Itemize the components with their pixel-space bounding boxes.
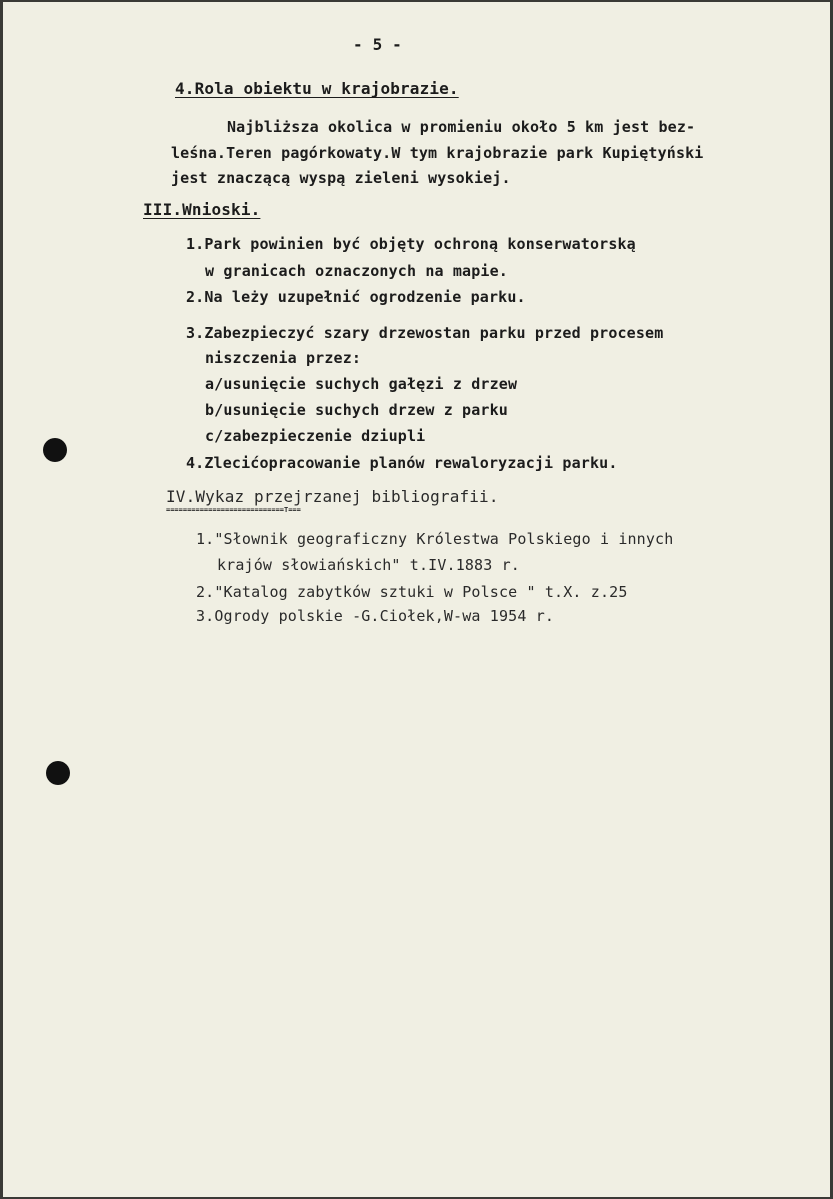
paragraph-line: leśna.Teren pagórkowaty.W tym krajobrazie park Kupiętyński — [171, 144, 704, 162]
page-number: - 5 - — [353, 35, 402, 54]
punch-hole-top — [43, 438, 67, 462]
list-item: 1.Park powinien być objęty ochroną konserwatorską — [186, 235, 636, 253]
list-item: c/zabezpieczenie dziupli — [205, 427, 426, 445]
bibliography-item: 3.Ogrody polskie -G.Ciołek,W-wa 1954 r. — [196, 607, 555, 625]
paragraph-line: Najbliższa okolica w promieniu około 5 km jest bez- — [227, 118, 696, 136]
list-item: w granicach oznaczonych na mapie. — [205, 262, 508, 280]
bibliography-item: 2."Katalog zabytków sztuki w Polsce " t.X. z.25 — [196, 583, 628, 601]
section-heading-landscape-role: 4.Rola obiektu w krajobrazie. — [175, 79, 459, 98]
heading-underline-rule: ============================T=== — [166, 506, 301, 514]
document-page — [3, 2, 830, 1197]
section-heading-bibliography: IV.Wykaz przejrzanej bibliografii. — [166, 487, 499, 506]
list-item: niszczenia przez: — [205, 349, 362, 367]
list-item: 4.Zlecićopracowanie planów rewaloryzacji parku. — [186, 454, 618, 472]
list-item: a/usunięcie suchych gałęzi z drzew — [205, 375, 518, 393]
paragraph-line: jest znaczącą wyspą zieleni wysokiej. — [171, 169, 511, 187]
list-item: b/usunięcie suchych drzew z parku — [205, 401, 508, 419]
list-item: 2.Na leży uzupełnić ogrodzenie parku. — [186, 288, 526, 306]
conclusions-heading-text: III.Wnioski. — [143, 200, 261, 219]
section-heading-conclusions — [143, 201, 260, 219]
list-item: 3.Zabezpieczyć szary drzewostan parku przed procesem — [186, 324, 664, 342]
bibliography-item: krajów słowiańskich" t.IV.1883 r. — [217, 556, 520, 574]
bibliography-item: 1."Słownik geograficzny Królestwa Polskiego i innych — [196, 530, 674, 548]
punch-hole-bottom — [46, 761, 70, 785]
